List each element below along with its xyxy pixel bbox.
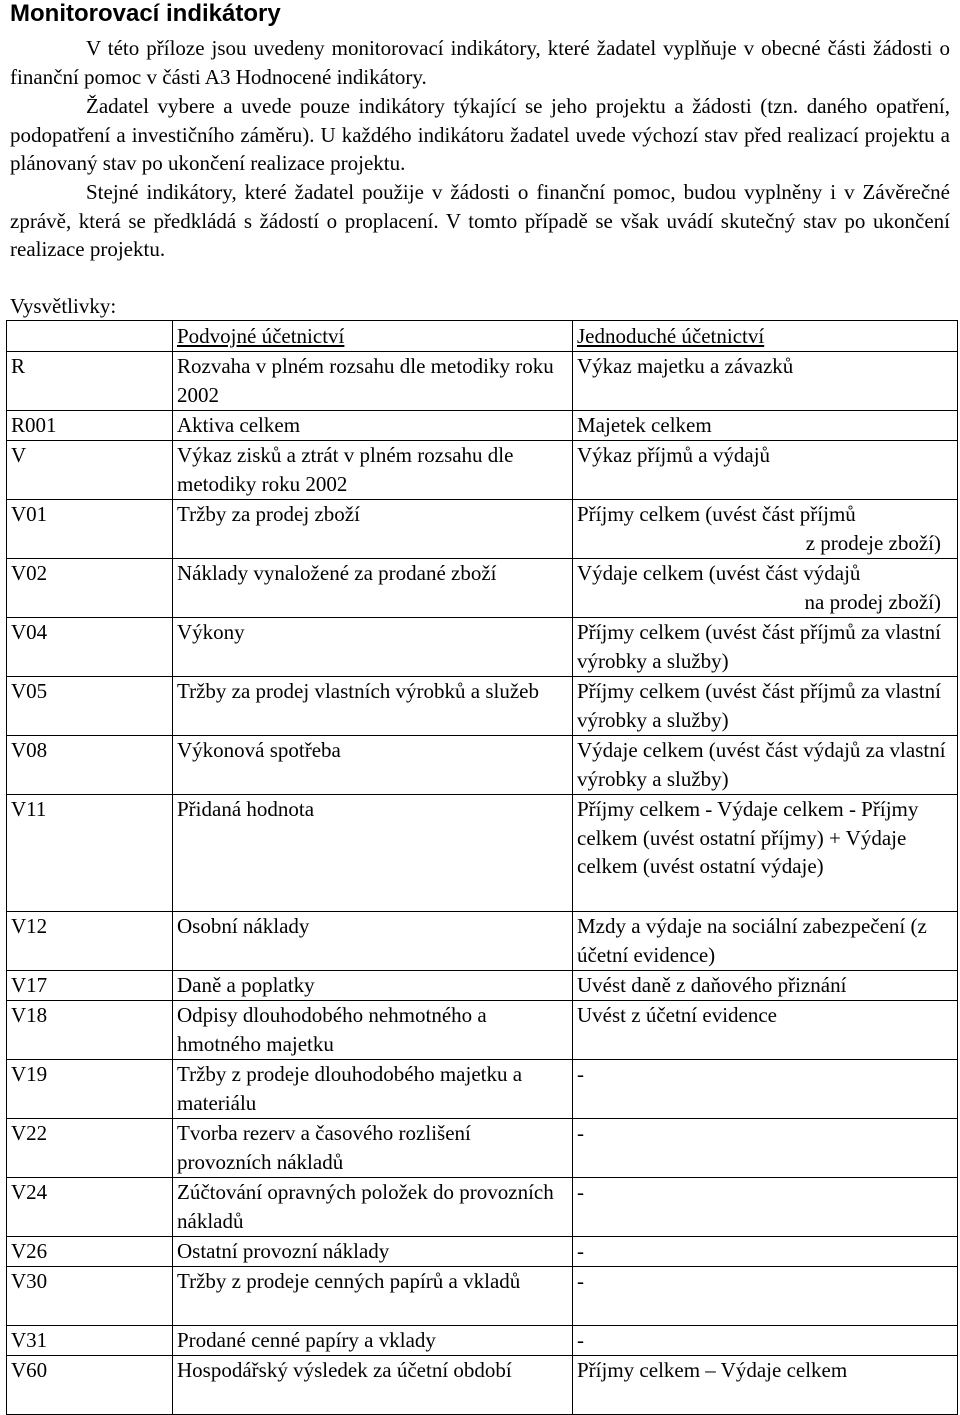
row-code: V12 xyxy=(7,911,173,970)
row-double-entry: Aktiva celkem xyxy=(173,410,573,440)
row-code: V05 xyxy=(7,676,173,735)
row-code: V08 xyxy=(7,735,173,794)
row-code: V04 xyxy=(7,617,173,676)
row-double-entry: Tržby za prodej zboží xyxy=(173,499,573,558)
paragraph-text: Stejné indikátory, které žadatel použije v žádosti o finanční pomoc, budou vyplněny i v Závěrečné zprávě, která se předkládá s žádostí o proplacení. V tomto případě se však uvádí skutečný stav po ukončení realizace projektu. xyxy=(10,180,950,262)
row-double-entry: Zúčtování opravných položek do provozních nákladů xyxy=(173,1177,573,1236)
table-row xyxy=(7,410,958,440)
indicator-legend-table xyxy=(6,320,958,1415)
table-row xyxy=(7,735,958,794)
row-single-entry: Výkaz majetku a závazků xyxy=(573,351,958,410)
table-row xyxy=(7,617,958,676)
table-row xyxy=(7,351,958,410)
row-double-entry: Hospodářský výsledek za účetní období xyxy=(173,1355,573,1414)
row-single-entry: Uvést z účetní evidence xyxy=(573,1000,958,1059)
header-single-entry: Jednoduché účetnictví xyxy=(573,321,958,352)
table-row xyxy=(7,1059,958,1118)
intro-paragraph xyxy=(10,34,950,91)
row-single-entry: Uvést daně z daňového přiznání xyxy=(573,970,958,1000)
row-code: V24 xyxy=(7,1177,173,1236)
table-row xyxy=(7,1355,958,1414)
single-entry-continuation: na prodej zboží) xyxy=(804,589,941,614)
table-row xyxy=(7,1118,958,1177)
row-single-entry: Příjmy celkem – Výdaje celkem xyxy=(573,1355,958,1414)
row-single-entry: Výkaz příjmů a výdajů xyxy=(573,440,958,499)
single-entry-line: Výdaje celkem (uvést část výdajů xyxy=(577,560,861,585)
paragraph-text: V této příloze jsou uvedeny monitorovací indikátory, které žadatel vyplňuje v obecné části žádosti o finanční pomoc v části A3 Hodnocené indikátory. xyxy=(10,36,950,89)
row-single-entry: - xyxy=(573,1059,958,1118)
table-row xyxy=(7,970,958,1000)
row-double-entry: Daně a poplatky xyxy=(173,970,573,1000)
final-report-paragraph xyxy=(10,178,950,264)
table-row xyxy=(7,1236,958,1266)
row-code: V01 xyxy=(7,499,173,558)
row-code: V60 xyxy=(7,1355,173,1414)
row-double-entry: Ostatní provozní náklady xyxy=(173,1236,573,1266)
row-single-entry: Příjmy celkem - Výdaje celkem - Příjmy celkem (uvést ostatní příjmy) + Výdaje celkem (uvést ostatní výdaje) xyxy=(573,794,958,911)
legend-label: Vysvětlivky: xyxy=(10,294,117,318)
row-double-entry: Rozvaha v plném rozsahu dle metodiky roku 2002 xyxy=(173,351,573,410)
row-code: V02 xyxy=(7,558,173,617)
row-double-entry: Výkaz zisků a ztrát v plném rozsahu dle metodiky roku 2002 xyxy=(173,440,573,499)
row-code: V31 xyxy=(7,1325,173,1355)
selection-paragraph xyxy=(10,92,950,178)
table-row xyxy=(7,676,958,735)
paragraph-text: Žadatel vybere a uvede pouze indikátory týkající se jeho projektu a žádosti (tzn. daného opatření, podopatření a investičního záměru). U každého indikátoru žadatel uvede výchozí stav před realizací projektu a plánovaný stav po ukončení realizace projektu. xyxy=(10,94,950,176)
row-code: V xyxy=(7,440,173,499)
row-single-entry: - xyxy=(573,1177,958,1236)
row-single-entry: Příjmy celkem (uvést část příjmů za vlastní výrobky a služby) xyxy=(573,676,958,735)
table-row xyxy=(7,1325,958,1355)
row-single-entry: Výdaje celkem (uvést část výdajů za vlastní výrobky a služby) xyxy=(573,735,958,794)
row-single-entry: Majetek celkem xyxy=(573,410,958,440)
row-double-entry: Tvorba rezerv a časového rozlišení provozních nákladů xyxy=(173,1118,573,1177)
row-single-entry: - xyxy=(573,1118,958,1177)
table-row xyxy=(7,794,958,911)
table-row xyxy=(7,1177,958,1236)
row-double-entry: Přidaná hodnota xyxy=(173,794,573,911)
row-code: V30 xyxy=(7,1266,173,1325)
row-single-entry: - xyxy=(573,1236,958,1266)
row-double-entry: Tržby za prodej vlastních výrobků a služeb xyxy=(173,676,573,735)
row-double-entry: Osobní náklady xyxy=(173,911,573,970)
row-single-entry: - xyxy=(573,1325,958,1355)
row-code: V19 xyxy=(7,1059,173,1118)
row-double-entry: Tržby z prodeje dlouhodobého majetku a materiálu xyxy=(173,1059,573,1118)
single-entry-continuation: z prodeje zboží) xyxy=(805,530,941,555)
row-single-entry: - xyxy=(573,1266,958,1325)
table-header-row xyxy=(7,321,958,352)
row-code: V11 xyxy=(7,794,173,911)
row-double-entry: Náklady vynaložené za prodané zboží xyxy=(173,558,573,617)
row-single-entry xyxy=(573,558,958,617)
table-row xyxy=(7,911,958,970)
page-title: Monitorovací indikátory xyxy=(10,0,281,27)
row-double-entry: Výkonová spotřeba xyxy=(173,735,573,794)
row-double-entry: Prodané cenné papíry a vklady xyxy=(173,1325,573,1355)
single-entry-line: Příjmy celkem (uvést část příjmů xyxy=(577,501,856,526)
row-double-entry: Tržby z prodeje cenných papírů a vkladů xyxy=(173,1266,573,1325)
table-row xyxy=(7,440,958,499)
table-row xyxy=(7,558,958,617)
row-code: R xyxy=(7,351,173,410)
table-row xyxy=(7,499,958,558)
row-code: V18 xyxy=(7,1000,173,1059)
table-row xyxy=(7,1000,958,1059)
row-double-entry: Výkony xyxy=(173,617,573,676)
header-code xyxy=(7,321,173,352)
row-code: V26 xyxy=(7,1236,173,1266)
row-code: R001 xyxy=(7,410,173,440)
table-row xyxy=(7,1266,958,1325)
row-single-entry xyxy=(573,499,958,558)
row-single-entry: Příjmy celkem (uvést část příjmů za vlastní výrobky a služby) xyxy=(573,617,958,676)
row-code: V17 xyxy=(7,970,173,1000)
header-double-entry: Podvojné účetnictví xyxy=(173,321,573,352)
row-single-entry: Mzdy a výdaje na sociální zabezpečení (z účetní evidence) xyxy=(573,911,958,970)
row-double-entry: Odpisy dlouhodobého nehmotného a hmotného majetku xyxy=(173,1000,573,1059)
row-code: V22 xyxy=(7,1118,173,1177)
